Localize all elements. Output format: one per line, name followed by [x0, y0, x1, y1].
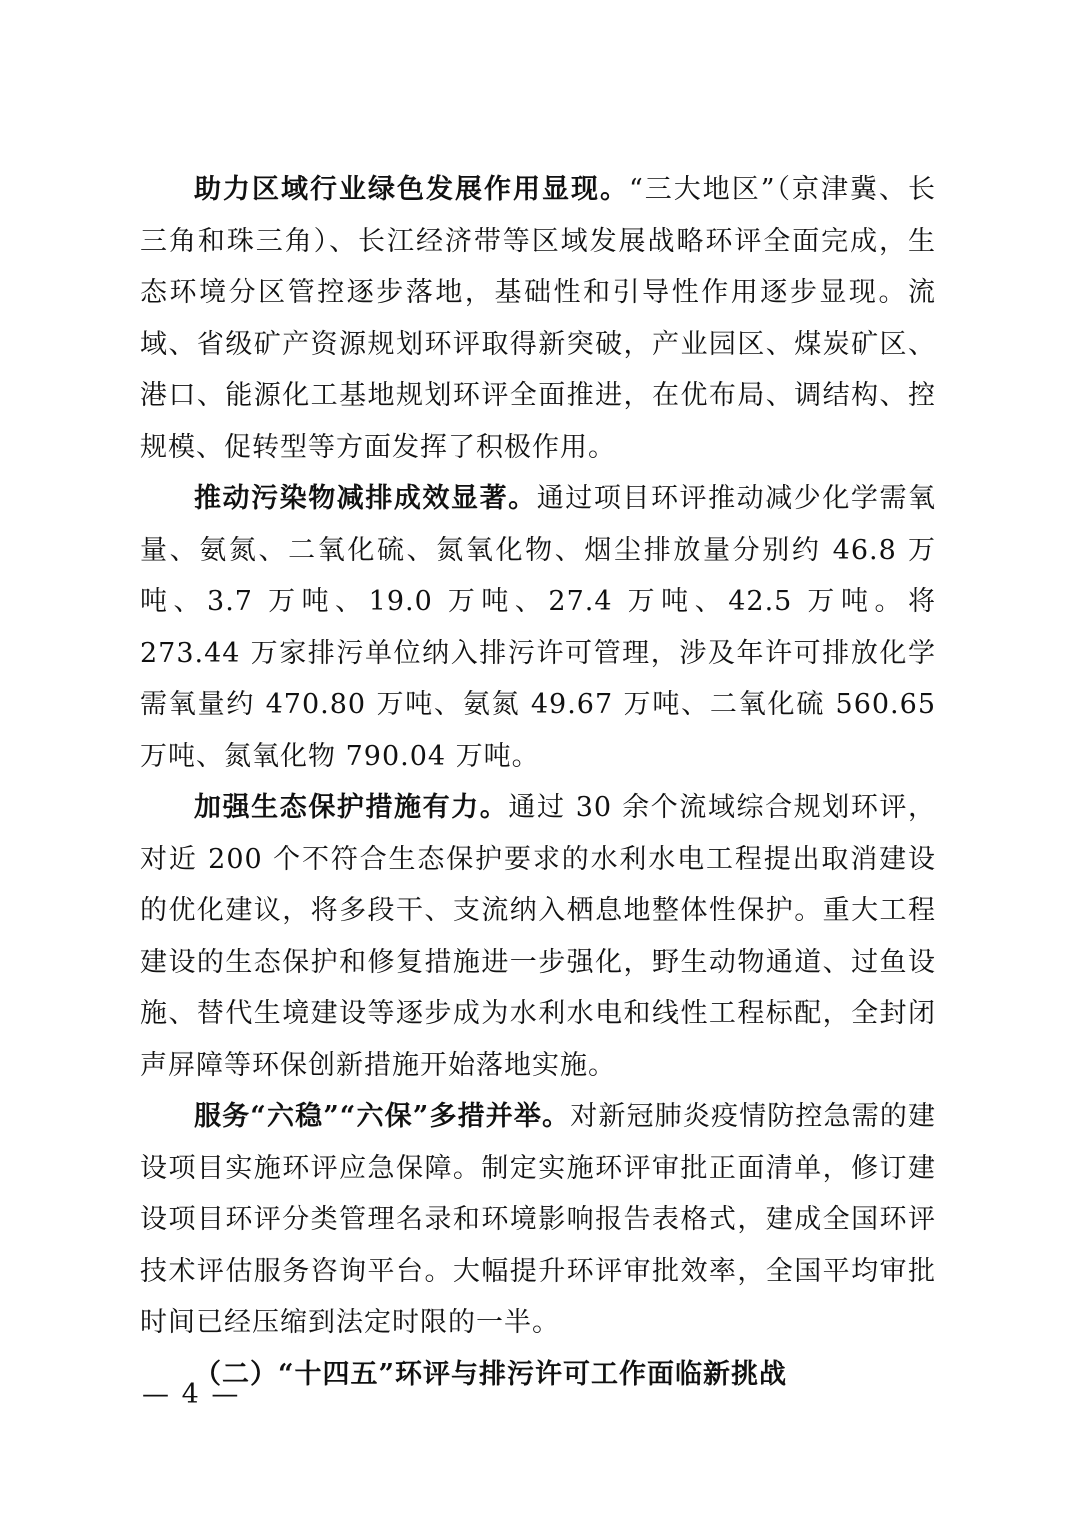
paragraph-pollutant-reduction: [140, 473, 936, 782]
paragraph-six-stabilities: [140, 1091, 936, 1349]
paragraph-lead: 加强生态保护措施有力。: [194, 792, 509, 823]
paragraph-lead: 服务“六稳”“六保”多措并举。: [194, 1101, 571, 1132]
paragraph-text: “三大地区”（京津冀、长三角和珠三角）、长江经济带等区域发展战略环评全面完成，生态环境分区管控逐步落地，基础性和引导性作用逐步显现。流域、省级矿产资源规划环评取得新突破，产业园区、煤炭矿区、港口、能源化工基地规划环评全面推进，在优布局、调结构、控规模、促转型等方面发挥了积极作用。: [140, 174, 936, 463]
paragraph-text: 通过项目环评推动减少化学需氧量、氨氮、二氧化硫、氮氧化物、烟尘排放量分别约 46.8 万吨、3.7 万吨、19.0 万吨、27.4 万吨、42.5 万吨。将 273.44 万家排污单位纳入排污许可管理，涉及年许可排放化学需氧量约 470.80 万吨、氨氮 49.67 万吨、二氧化硫 560.65 万吨、氮氧化物 790.04 万吨。: [140, 483, 937, 772]
paragraph-text: 通过 30 余个流域综合规划环评，对近 200 个不符合生态保护要求的水利水电工程提出取消建设的优化建议，将多段干、支流纳入栖息地整体性保护。重大工程建设的生态保护和修复措施进一步强化，野生动物通道、过鱼设施、替代生境建设等逐步成为水利水电和线性工程标配，全封闭声屏障等环保创新措施开始落地实施。: [140, 792, 936, 1081]
section-heading: （二）“十四五”环评与排污许可工作面临新挑战: [194, 1358, 788, 1390]
document-body: [140, 164, 936, 1400]
paragraph-ecological-protection: [140, 782, 936, 1091]
paragraph-lead: 推动污染物减排成效显著。: [194, 483, 537, 514]
paragraph-lead: 助力区域行业绿色发展作用显现。: [194, 174, 629, 205]
paragraph-regional-green-development: [140, 164, 936, 473]
page-number: — 4 —: [142, 1379, 241, 1410]
paragraph-text: 对新冠肺炎疫情防控急需的建设项目实施环评应急保障。制定实施环评审批正面清单，修订建设项目环评分类管理名录和环境影响报告表格式，建成全国环评技术评估服务咨询平台。大幅提升环评审批效率，全国平均审批时间已经压缩到法定时限的一半。: [140, 1101, 937, 1338]
